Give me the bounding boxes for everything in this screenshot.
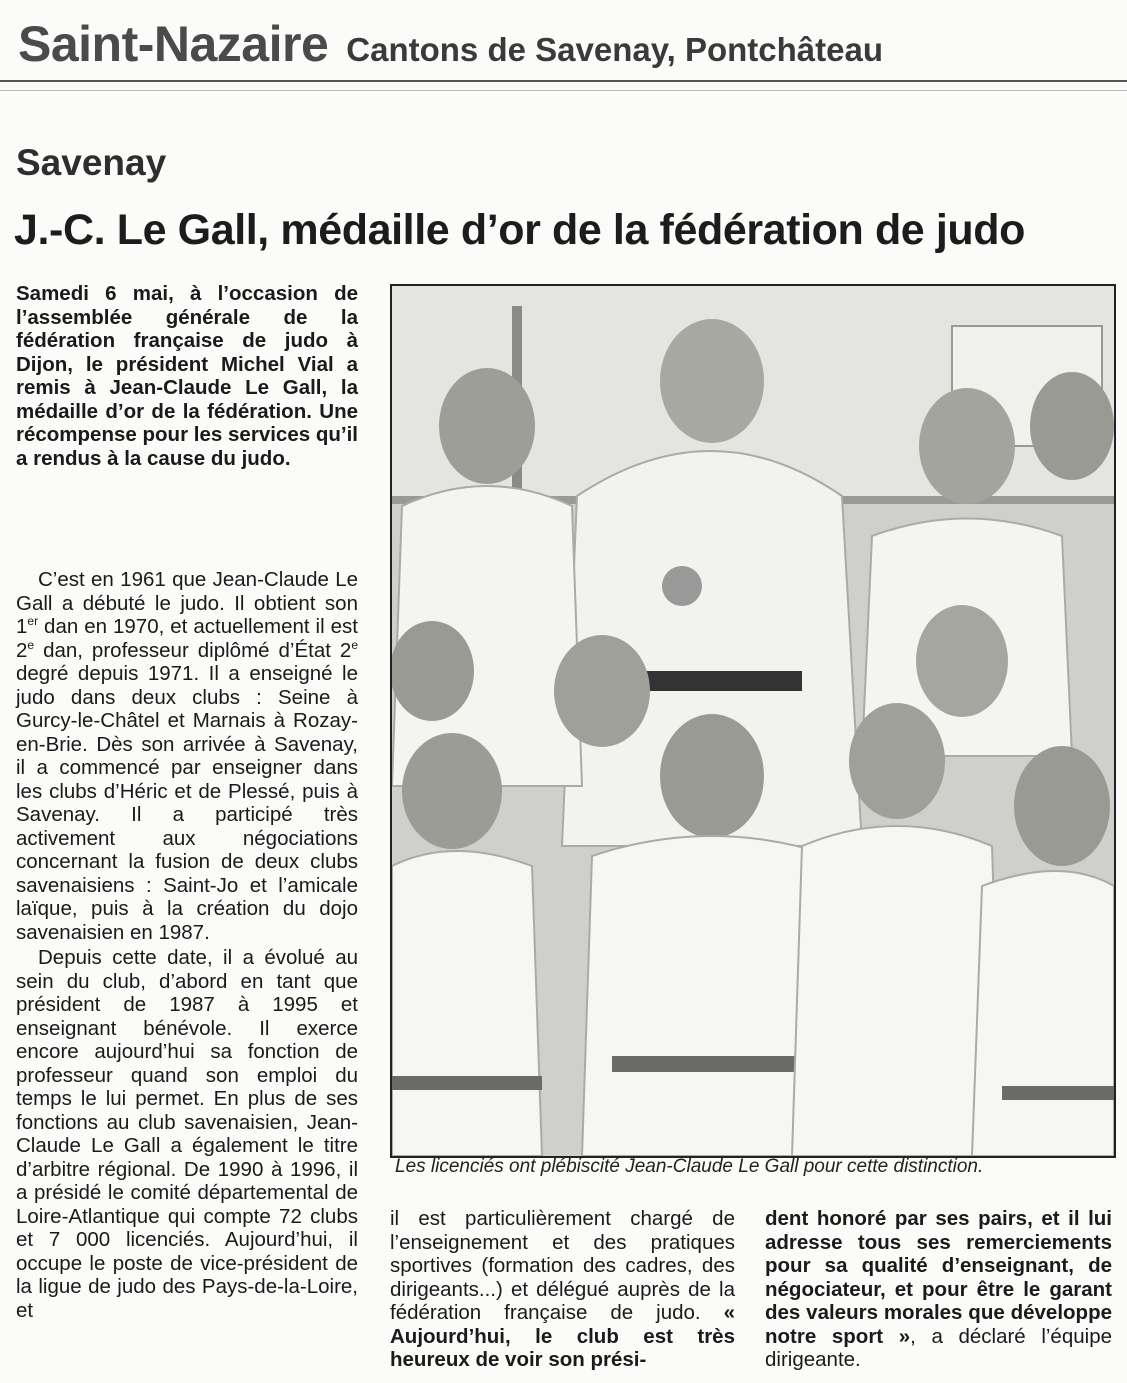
section-locality: Savenay [16, 142, 167, 183]
body-text: dan en 1970, et actuellement il est 2 [16, 615, 358, 662]
masthead-rule-secondary [0, 90, 1127, 91]
superscript: e [27, 637, 35, 652]
superscript: e [351, 637, 358, 652]
masthead [18, 14, 1118, 74]
article-body-column-2 [390, 1207, 735, 1372]
masthead-city: Saint-Nazaire [18, 16, 329, 72]
body-text: degré depuis 1971. Il a enseigné le judo dans deux clubs : Seine à Gurcy-le-Châtel et Marnais à Rozay-en-Brie. Dès son arrivée à Savenay, il a commencé par enseigner dans les clubs d’Héric et de Plessé, puis à Savenay. Il a participé très activement aux négociations concernant la fusion de deux clubs savenaisiens : Saint-Jo et l’amicale laïque, puis à la création du dojo savenaisien en 1987. [16, 662, 358, 944]
quote-text: dent honoré par ses pairs, et il lui adresse tous ses remerciements pour sa qualité d’enseignant, de négociateur, et pour être le garant des valeurs morales que développe notre sport » [765, 1207, 1112, 1348]
group-photo-judoka [392, 286, 1114, 1156]
body-text: , a déclaré l’équipe dirigeante. [765, 1324, 1112, 1371]
article-body-column-1 [16, 568, 358, 1322]
body-text: dan, professeur diplômé d’État 2 [34, 638, 352, 662]
photo-caption: Les licenciés ont plébiscité Jean-Claude Le Gall pour cette distinction. [395, 1156, 984, 1177]
superscript: er [27, 614, 39, 628]
masthead-cantons: Cantons de Savenay, Pontchâteau [346, 31, 883, 68]
article-body-column-3 [765, 1207, 1112, 1372]
article-lead: Samedi 6 mai, à l’occasion de l’assemblée générale de la fédération française de judo à Dijon, le président Michel Vial a remis à Jean-Claude Le Gall, la médaille d’or de la fédération. Une récompense pour les services qu’il a rendus à la cause du judo. [16, 282, 358, 470]
body-paragraph-2: Depuis cette date, il a évolué au sein du club, d’abord en tant que président de 1987 à 1995 et enseignant bénévole. Il exerce encore aujourd’hui sa fonction de professeur quand son emploi du temps le lui permet. En plus de ses fonctions au club savenaisien, Jean-Claude Le Gall a également le titre d’arbitre régional. De 1990 à 1996, il a présidé le comité départemental de Loire-Atlantique qui compte 72 clubs et 7 000 licenciés. Aujourd’hui, il occupe le poste de vice-président de la ligue de judo des Pays-de-la-Loire, et [16, 946, 358, 1322]
article-photo [390, 284, 1116, 1158]
body-paragraph-1 [16, 568, 358, 944]
masthead-rule [0, 80, 1127, 82]
body-text: C’est en 1961 que Jean-Claude Le Gall a débuté le judo. Il obtient son 1 [16, 568, 358, 638]
article-headline: J.-C. Le Gall, médaille d’or de la fédération de judo [14, 206, 1026, 254]
quote-text: « Aujourd’hui, le club est très heureux de voir son prési- [390, 1301, 735, 1371]
body-text: il est particulièrement chargé de l’enseignement et des pratiques sportives (formation des cadres, des dirigeants...) et délégué auprès de la fédération française de judo. [390, 1207, 735, 1324]
